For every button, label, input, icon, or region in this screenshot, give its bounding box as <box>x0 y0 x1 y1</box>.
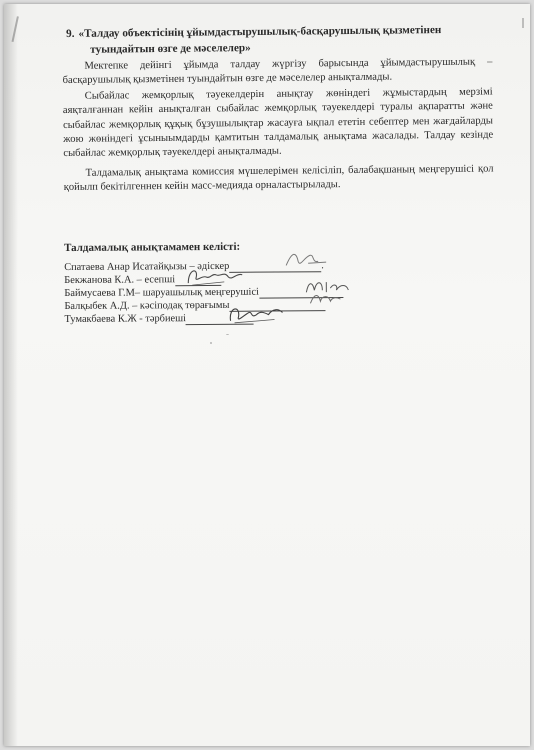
document-page <box>4 4 530 746</box>
scan-speck <box>210 342 212 344</box>
signature-line <box>175 275 221 286</box>
signature-line <box>229 300 325 312</box>
signatory-name: Баймусаева Г.М– шаруашылық меңгерушісі <box>64 286 259 299</box>
section-heading-line1: «Талдау объектісінің ұйымдастырушылық-басқарушылық қызметінен <box>78 24 442 40</box>
signatory-name: Тумакбаева К.Ж - тәрбиеші <box>64 313 187 325</box>
signatory-name: Бекжанова К.А. – есепші <box>64 274 176 286</box>
signatures-block <box>64 240 395 326</box>
signatory-name: Балқыбек А.Д. – кәсіподақ төрағымы <box>64 299 230 312</box>
signature-line <box>186 314 254 325</box>
section-heading-line2: туындайтын өзге де мәселелер» <box>90 42 251 56</box>
scan-speck <box>226 334 229 335</box>
signatory-row <box>64 311 394 326</box>
scan-mark <box>12 16 37 46</box>
paragraph: Талдамалық анықтама комиссия мүшелерімен келісіліп, балабақшаның меңгерушісі қол қойылп бекітілгеннен кейін масс-медияда орналастырылады. <box>63 163 494 194</box>
paragraph: Мектепке дейінгі ұйымда талдау жүргізу барысында ұйымдастырушылық – басқарушылық қызметінен туындайтын өзге де мәселелер анықталмады. <box>62 56 493 87</box>
scan-mark <box>516 18 524 28</box>
document-body <box>62 21 494 195</box>
signature-line <box>229 261 321 273</box>
section-number: 9. <box>66 27 75 40</box>
paragraph: Сыбайлас жемқорлық тәуекелдерін анықтау жөніндегі жұмыстардың мерзімі аяқталғаннан кейін анықталған сыбайлас жемқорлық тәуекелдері туралы ақпаратты және сыбайлас жемқорлық құқық бұзушылықтар жасауға ықпал ететін себептер мен жағдайларды жою жөніндегі ұсыныымдарды қамтитын талдамалық анықтама жасалады. Талдау кезінде сыбайлас жемқорлық тәуекелдері анықталмады. <box>62 86 494 160</box>
signature-line <box>259 287 343 299</box>
signatory-name: Спатаева Анар Исатайқызы – әдіскер <box>64 260 230 273</box>
signatures-title: Талдамалық анықтамамен келісті: <box>64 240 241 254</box>
signatory-row: Спатаева Анар Исатайқызы – әдіскер . <box>64 259 394 274</box>
scan-shadow <box>4 4 18 746</box>
